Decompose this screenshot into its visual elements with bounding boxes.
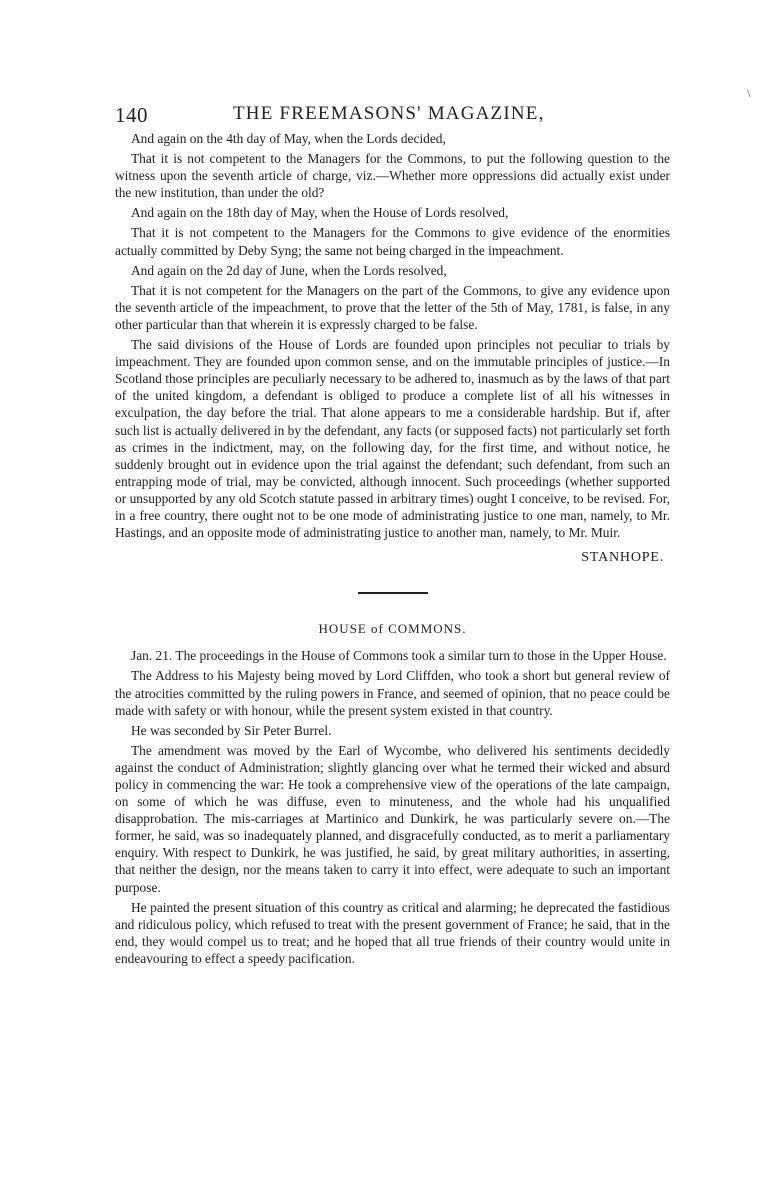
paragraph-resolution-2: That it is not competent to the Managers for the Commons to give evidence of the enormities actually committed by Deby Syng; the same not being charged in the impeachment.: [115, 225, 670, 258]
section-divider: [358, 592, 428, 594]
section-heading: HOUSE of COMMONS.: [318, 621, 467, 637]
paragraph-june-2: And again on the 2d day of June, when the Lords resolved,: [131, 262, 447, 278]
paragraph-resolution-1: That it is not competent to the Managers for the Commons, to put the following question to the witness upon the seventh article of charge, viz.—Whether more oppressions did actually exist under the new institution, than under the old?: [115, 151, 670, 201]
article-body: [115, 130, 670, 970]
running-title: THE FREEMASONS' MAGAZINE,: [233, 103, 545, 124]
signature: STANHOPE.: [581, 550, 664, 566]
paragraph-may-4: And again on the 4th day of May, when the Lords decided,: [131, 131, 446, 146]
corner-mark: \: [747, 86, 751, 100]
paragraph-amendment: The amendment was moved by the Earl of Wycombe, who delivered his sentiments decidedly against the conduct of Administration; slightly glancing over what he termed their wicked and absurd policy in commencing the war: He took a comprehensive view of the operations of the late campaign, on some of which he was diffuse, even to minuteness, and the whole had his unqualified disapprobation. The mis-carriages at Martinico and Dunkirk, he was particularly severe on.—The former, he said, was so inadequately planned, and disgracefully conducted, as to merit a parliamentary enquiry. With respect to Dunkirk, he was justified, he said, by great military authorities, in asserting, that neither the design, nor the means taken to carry it into effect, were adequate to such an important purpose.: [115, 742, 670, 895]
paragraph-seconded: He was seconded by Sir Peter Burrel.: [131, 722, 332, 738]
paragraph-jan-21: Jan. 21. The proceedings in the House of Commons took a similar turn to those in the Upper House.: [131, 648, 667, 664]
page-number: 140: [115, 103, 148, 127]
paragraph-address: The Address to his Majesty being moved by Lord Cliffden, who took a short but general review of the atrocities committed by the ruling powers in France, and seemed of opinion, that no peace could be made with safety or with honour, while the present system existed in that country.: [115, 668, 670, 718]
paragraph-resolution-3: That it is not competent for the Managers on the part of the Commons, to give any evidence upon the seventh article of the impeachment, to prove that the letter of the 5th of May, 1781, is false, in any other particular than that wherein it is expressly charged to be false.: [115, 282, 670, 332]
paragraph-may-18: And again on the 18th day of May, when the House of Lords resolved,: [131, 205, 509, 221]
paragraph-commentary: The said divisions of the House of Lords are founded upon principles not peculiar to trials by impeachment. They are founded upon common sense, and on the immutable principles of justice.—In Scotland those principles are peculiarly necessary to be adhered to, inasmuch as by the laws of that part of the united kingdom, a defendant is obliged to produce a complete list of all his witnesses in exculpation, the day before the trial. That alone appears to me a considerable hardship. But if, after such list is actually delivered in by the defendant, any facts (or supposed facts) not particularly set forth as crimes in the indictment, may, on the following day, for the first time, and without notice, he suddenly brought out in evidence upon the trial against the defendant; such defendant, from such an entrapping mode of trial, may be convicted, although innocent. Such proceedings (whether supported or unsupported by any old Scotch statute passed in arbitrary times) ought I conceive, to be revised. For, in a free country, there ought not to be one mode of administrating justice to one man, namely, to Mr. Hastings, and an opposite mode of administrating justice to another man, namely, to Mr. Muir.: [115, 337, 670, 541]
paragraph-situation: He painted the present situation of this country as critical and alarming; he deprecated the fastidious and ridiculous policy, which refused to treat with the present government of France; he said, that in the end, they would compel us to treat; and he hoped that all true friends of their country would unite in endeavouring to effect a speedy pacification.: [115, 899, 670, 966]
